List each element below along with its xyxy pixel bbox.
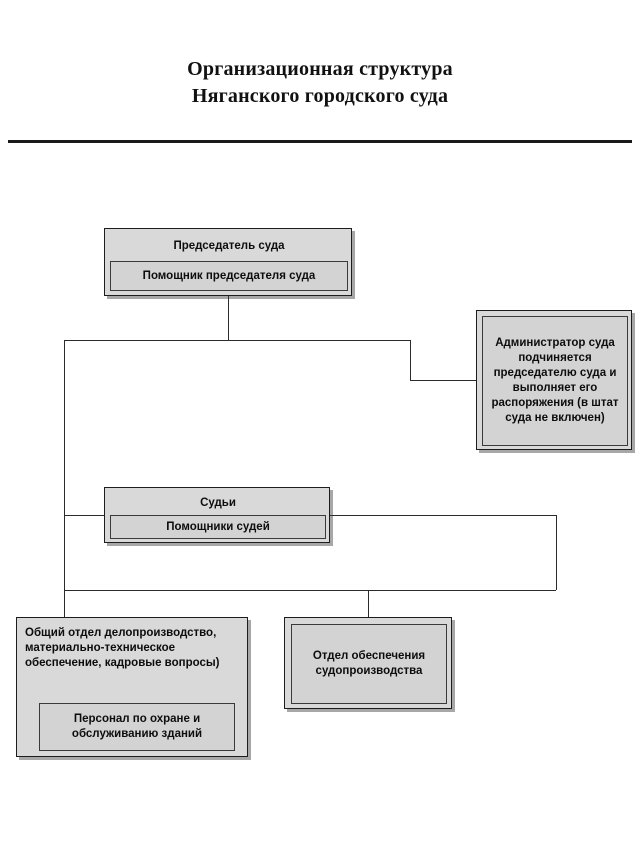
connector-judges-right — [330, 515, 556, 516]
connector-chairman-down — [228, 296, 229, 340]
title-divider — [8, 140, 632, 143]
node-judges[interactable] — [104, 487, 330, 543]
node-chairman-title: Председатель суда — [173, 240, 285, 252]
node-general-department-text: Общий отдел делопроизводство, материально-техническое обеспечение, кадровые вопросы) — [25, 627, 220, 669]
node-general-department[interactable] — [16, 617, 248, 757]
connector-bottom-bus — [64, 590, 556, 591]
connector-trunk-left — [64, 340, 65, 590]
node-administrator[interactable] — [476, 310, 632, 450]
node-judges-assistants: Помощники судей — [166, 520, 270, 533]
node-chairman-assistant-cell — [110, 261, 348, 291]
page-title — [0, 56, 640, 110]
node-judges-title-cell — [110, 492, 326, 514]
connector-to-general — [64, 590, 65, 617]
connector-admin-v — [410, 340, 411, 380]
node-proceedings-support-text: Отдел обеспечения судопроизводства — [312, 650, 426, 677]
connector-right-down — [556, 515, 557, 590]
connector-to-judges — [64, 515, 104, 516]
page-title-line-2: Няганского городского суда — [191, 85, 449, 107]
node-general-department-staff: Персонал по охране и обслуживанию зданий — [71, 713, 203, 740]
node-administrator-text: Администратор суда подчиняется председателю суда и выполняет его распоряжения (в штат суда не включен) — [491, 337, 619, 424]
connector-admin-h — [410, 380, 476, 381]
node-general-department-text-cell — [25, 626, 241, 688]
connector-trunk-top — [64, 340, 228, 341]
node-chairman-title-cell — [110, 234, 348, 259]
node-proceedings-support[interactable] — [284, 617, 452, 709]
node-judges-assistants-cell — [110, 515, 326, 539]
node-general-department-staff-cell — [39, 703, 235, 751]
node-chairman-assistant: Помощник председателя суда — [142, 269, 316, 282]
page-title-line-1: Организационная структура — [187, 58, 453, 80]
node-chairman[interactable] — [104, 228, 352, 296]
node-proceedings-support-inner — [291, 624, 447, 704]
node-administrator-inner — [482, 316, 628, 446]
node-judges-title: Судьи — [200, 496, 236, 509]
connector-chairman-to-admin-h — [228, 340, 410, 341]
connector-to-support — [368, 590, 369, 617]
